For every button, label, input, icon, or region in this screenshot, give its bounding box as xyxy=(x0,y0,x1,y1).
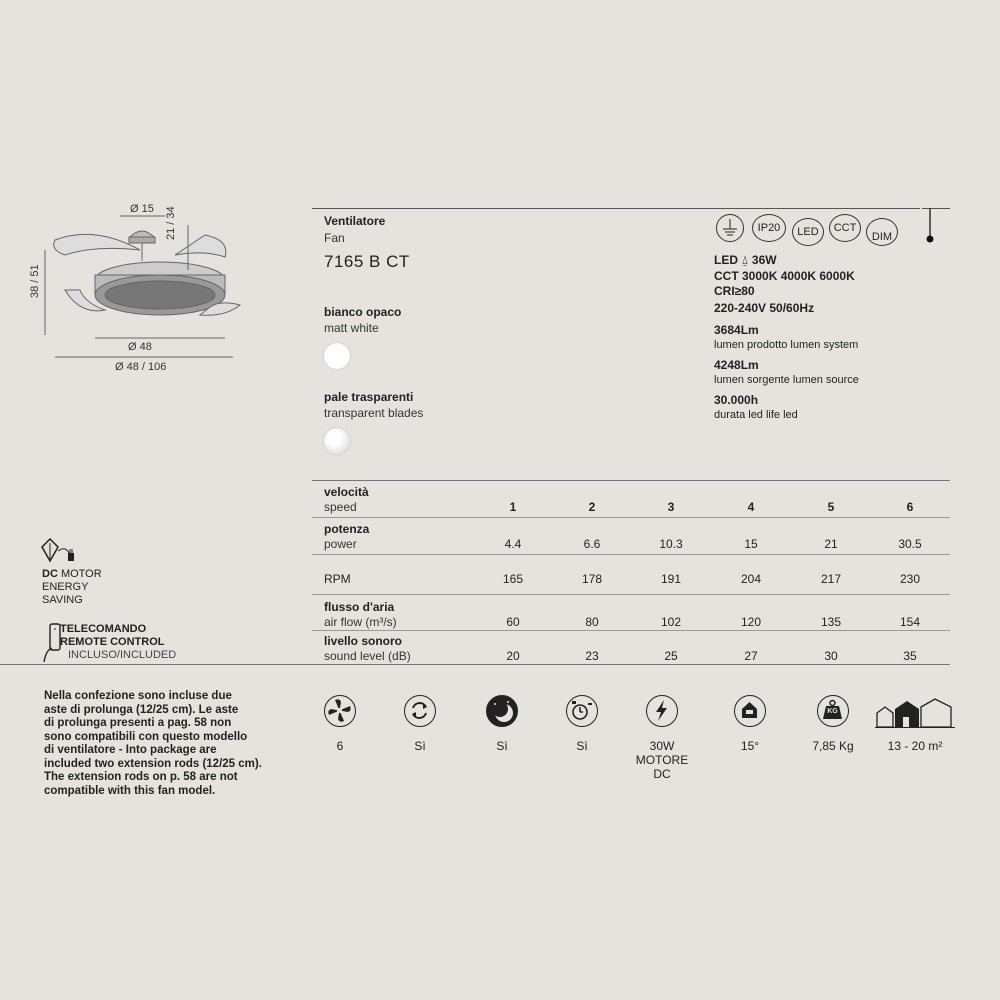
table-cell: 35 xyxy=(903,649,917,663)
reverse-icon xyxy=(404,695,436,727)
dc-motor-line2: ENERGY xyxy=(42,581,89,593)
table-cell: 2 xyxy=(588,500,596,514)
feature-value-fan-speed: 6 xyxy=(336,739,344,753)
table-row-label-it: RPM xyxy=(324,572,351,586)
weight-badge-label: KG xyxy=(827,708,838,715)
header-divider xyxy=(312,208,920,209)
table-cell: 23 xyxy=(585,649,599,663)
table-cell: 1 xyxy=(509,500,517,514)
lumen-system-label: lumen prodotto lumen system xyxy=(714,339,859,351)
dim-icon: DIM xyxy=(866,218,898,246)
feature-value-motor-power: 30W MOTORE DC xyxy=(635,739,689,781)
note-line: sono compatibili con questo modello xyxy=(44,730,248,743)
table-cell: 204 xyxy=(740,572,762,586)
cri-spec: CRI≥80 xyxy=(714,284,755,298)
table-cell: 3 xyxy=(667,500,675,514)
led-label: LED xyxy=(714,253,738,267)
note-line: compatible with this fan model. xyxy=(44,784,216,797)
table-cell: 230 xyxy=(899,572,921,586)
note-line: di ventilatore - Into package are xyxy=(44,744,217,756)
table-cell: 120 xyxy=(740,615,762,629)
table-cell: 135 xyxy=(820,615,842,629)
dc-motor-line1 xyxy=(42,568,102,580)
note-line: included two extension rods (12/25 cm). xyxy=(44,757,262,770)
remote-control-badge xyxy=(40,620,220,664)
finish-en: matt white xyxy=(324,321,379,335)
table-row-divider xyxy=(312,594,950,595)
table-row-label-en: speed xyxy=(324,500,357,514)
note-line: di prolunga presenti a pag. 58 non xyxy=(44,717,232,729)
table-row-divider xyxy=(312,630,950,631)
blades-swatch[interactable] xyxy=(324,428,350,454)
led-power: 36W xyxy=(751,253,777,267)
cct-icon: CCT xyxy=(829,214,861,242)
table-cell: 30.5 xyxy=(898,537,922,551)
table-cell: 165 xyxy=(502,572,524,586)
table-row-label-it: velocità xyxy=(324,485,369,499)
fan-outline-icon xyxy=(25,195,255,385)
table-cell: 30 xyxy=(824,649,838,663)
table-cell: 178 xyxy=(581,572,603,586)
product-type-it: Ventilatore xyxy=(324,214,386,228)
feature-value-night-mode: Sì xyxy=(496,739,508,753)
blades-it: pale trasparenti xyxy=(324,390,414,404)
finish-swatch[interactable] xyxy=(324,343,350,369)
table-cell: 4 xyxy=(747,500,755,514)
ceiling-mount-icon xyxy=(922,208,950,244)
led-spec xyxy=(714,253,777,268)
blades-en: transparent blades xyxy=(324,406,424,420)
remote-line2: REMOTE CONTROL xyxy=(60,636,165,648)
timer-icon xyxy=(566,695,598,727)
table-cell: 217 xyxy=(820,572,842,586)
cct-spec: CCT 3000K 4000K 6000K xyxy=(714,269,855,283)
table-cell: 21 xyxy=(824,537,838,551)
note-line: Nella confezione sono incluse due xyxy=(44,690,232,702)
motor-power-icon xyxy=(646,695,678,727)
life-label: durata led life led xyxy=(714,409,798,421)
fan-speed-icon xyxy=(324,695,356,727)
table-row-divider xyxy=(312,517,950,518)
note-line: The extension rods on p. 58 are not xyxy=(44,771,238,783)
night-mode-icon xyxy=(486,695,518,727)
table-row-label-it: potenza xyxy=(324,522,370,536)
ip20-icon: IP20 xyxy=(752,214,786,242)
table-row-label-it: livello sonoro xyxy=(324,634,403,648)
room-size-icon xyxy=(875,697,955,729)
table-cell: 6 xyxy=(906,500,914,514)
table-cell: 102 xyxy=(660,615,682,629)
table-row-label-it: flusso d'aria xyxy=(324,600,395,614)
fan-drawing xyxy=(25,195,255,385)
feature-value-weight: 7,85 Kg xyxy=(812,739,854,753)
led-icon: LED xyxy=(792,218,824,246)
product-type-en: Fan xyxy=(324,231,345,245)
note-line: aste di prolunga (12/25 cm). Le aste xyxy=(44,703,239,716)
lamp-icon: ⍙ xyxy=(741,253,749,267)
table-cell: 80 xyxy=(585,615,599,629)
lumen-system: 3684Lm xyxy=(714,323,759,337)
top-diameter-label: Ø 15 xyxy=(130,203,154,215)
lumen-source: 4248Lm xyxy=(714,358,759,372)
table-cell: 10.3 xyxy=(659,537,683,551)
table-cell: 25 xyxy=(664,649,678,663)
body-diameter-label: Ø 48 xyxy=(128,341,152,353)
drop-height-label: 21 / 34 xyxy=(165,206,177,240)
feature-value-room-size: 13 - 20 m² xyxy=(887,739,943,753)
motor-label: MOTOR xyxy=(57,568,102,580)
remote-line3: INCLUSO/INCLUDED xyxy=(68,649,177,661)
feature-value-blade-angle: 15° xyxy=(740,739,760,753)
table-row-label-en: air flow (m³/s) xyxy=(324,615,397,629)
dc-motor-badge xyxy=(40,535,130,610)
life-spec: 30.000h xyxy=(714,393,759,407)
table-row-label-en: sound level (dB) xyxy=(324,649,411,663)
feature-icons-row xyxy=(310,695,960,795)
span-diameter-label: Ø 48 / 106 xyxy=(115,361,167,373)
feature-value-timer: Sì xyxy=(576,739,588,753)
table-cell: 27 xyxy=(744,649,758,663)
table-row-label-en: power xyxy=(324,537,357,551)
table-row-divider xyxy=(312,554,950,555)
weight-icon xyxy=(817,695,849,727)
lumen-source-label: lumen sorgente lumen source xyxy=(714,374,859,386)
table-cell: 6.6 xyxy=(583,537,601,551)
dc-label: DC xyxy=(42,568,58,580)
dc-leaf-plug-icon xyxy=(40,535,90,569)
dc-motor-line3: SAVING xyxy=(42,594,83,606)
earth-ground-icon xyxy=(716,214,744,242)
finish-it: bianco opaco xyxy=(324,305,402,319)
feature-value-reverse: Sì xyxy=(414,739,426,753)
blade-angle-icon xyxy=(734,695,766,727)
table-cell: 20 xyxy=(506,649,520,663)
total-height-label: 38 / 51 xyxy=(29,264,41,298)
table-cell: 4.4 xyxy=(504,537,522,551)
table-top-line xyxy=(312,480,950,481)
table-cell: 191 xyxy=(660,572,682,586)
package-note xyxy=(44,690,294,798)
product-code: 7165 B CT xyxy=(324,252,410,271)
table-bottom-line xyxy=(0,664,950,665)
table-cell: 15 xyxy=(744,537,758,551)
remote-line1: TELECOMANDO xyxy=(60,623,147,635)
voltage-spec: 220-240V 50/60Hz xyxy=(714,301,815,315)
table-cell: 60 xyxy=(506,615,520,629)
table-cell: 5 xyxy=(827,500,835,514)
table-cell: 154 xyxy=(899,615,921,629)
